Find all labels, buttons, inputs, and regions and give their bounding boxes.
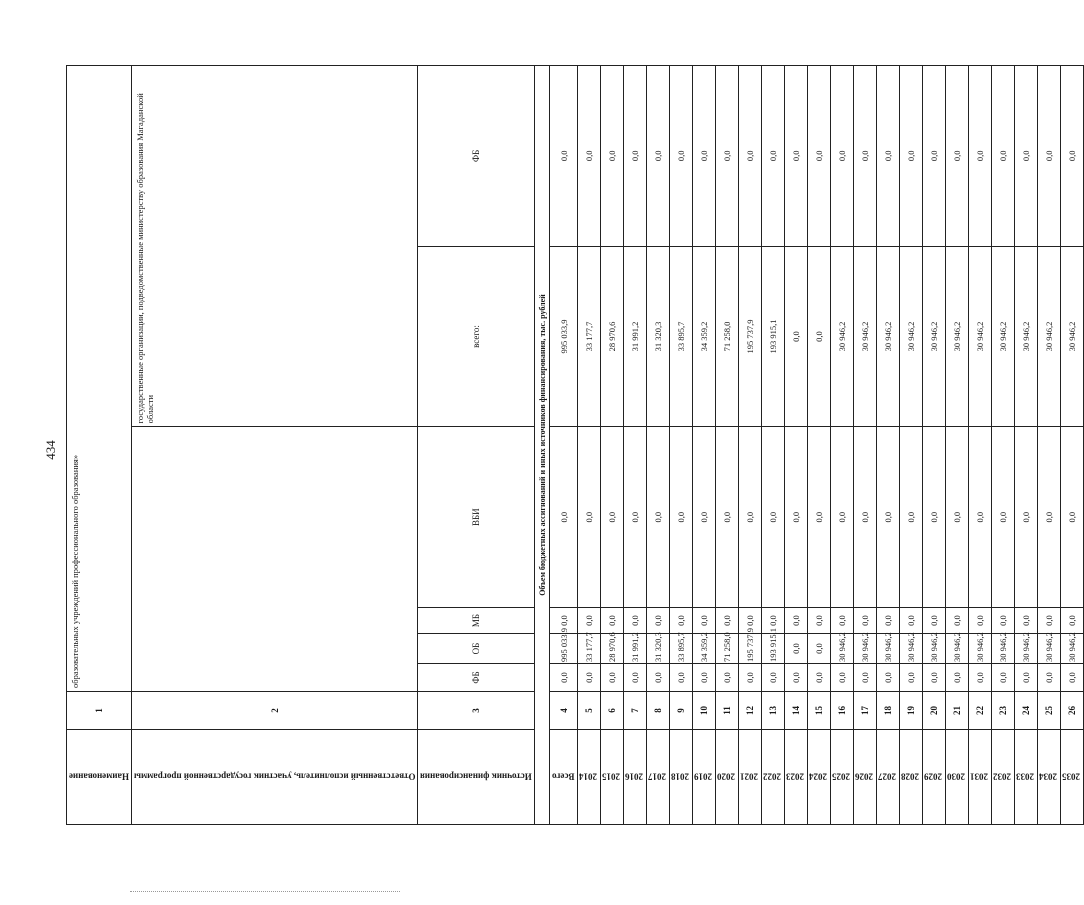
value-cell: 0,0 <box>738 608 761 634</box>
total-cell: 995 033,9 <box>550 634 577 664</box>
value-cell: 0,0 <box>738 427 761 608</box>
source-cell: ФБ <box>418 66 535 247</box>
value-cell: 71 258,0 <box>715 246 738 427</box>
value-cell: 30 946,2 <box>853 634 876 664</box>
table-column-11 <box>738 66 761 825</box>
value-cell: 193 915,1 <box>761 634 784 664</box>
value-cell: 30 946,2 <box>1037 634 1060 664</box>
value-cell: 0,0 <box>807 608 830 634</box>
value-cell: 0,0 <box>784 634 807 664</box>
column-header: 2035 <box>1060 730 1083 825</box>
value-cell: 0,0 <box>669 66 692 247</box>
volume-header: Объем бюджетных ассигнований и иных источников финансирования, тыс. рублей <box>535 66 550 825</box>
table-column-5 <box>600 66 623 825</box>
column-header: 2020 <box>715 730 738 825</box>
column-number: 24 <box>1014 692 1037 730</box>
value-cell: 34 359,2 <box>692 634 715 664</box>
value-cell: 0,0 <box>807 427 830 608</box>
value-cell: 0,0 <box>600 664 623 692</box>
value-cell: 0,0 <box>761 664 784 692</box>
value-cell: 71 258,0 <box>715 634 738 664</box>
value-cell: 0,0 <box>807 66 830 247</box>
column-number: 21 <box>945 692 968 730</box>
value-cell: 0,0 <box>991 664 1014 692</box>
value-cell: 0,0 <box>600 66 623 247</box>
value-cell: 0,0 <box>945 608 968 634</box>
value-cell: 0,0 <box>1060 427 1083 608</box>
value-cell: 0,0 <box>876 608 899 634</box>
value-cell: 0,0 <box>761 427 784 608</box>
value-cell: 30 946,2 <box>945 634 968 664</box>
value-cell: 0,0 <box>945 427 968 608</box>
value-cell: 33 895,7 <box>669 634 692 664</box>
value-cell: 30 946,2 <box>945 246 968 427</box>
table-column-15 <box>830 66 853 825</box>
value-cell: 0,0 <box>1037 66 1060 247</box>
value-cell: 0,0 <box>991 427 1014 608</box>
value-cell: 0,0 <box>899 608 922 634</box>
value-cell: 0,0 <box>1037 608 1060 634</box>
value-cell: 0,0 <box>922 427 945 608</box>
value-cell: 0,0 <box>968 427 991 608</box>
column-number: 12 <box>738 692 761 730</box>
value-cell: 0,0 <box>715 608 738 634</box>
column-number: 7 <box>623 692 646 730</box>
column-header: 2028 <box>899 730 922 825</box>
table-column-21 <box>968 66 991 825</box>
value-cell: 195 737,9 <box>738 634 761 664</box>
value-cell: 30 946,2 <box>853 246 876 427</box>
column-number: 20 <box>922 692 945 730</box>
column-number: 13 <box>761 692 784 730</box>
value-cell: 0,0 <box>899 664 922 692</box>
value-cell: 0,0 <box>623 608 646 634</box>
value-cell: 0,0 <box>715 66 738 247</box>
value-cell: 0,0 <box>853 608 876 634</box>
value-cell: 0,0 <box>623 664 646 692</box>
value-cell: 195 737,9 <box>738 246 761 427</box>
total-cell: 0,0 <box>550 427 577 608</box>
column-number: 22 <box>968 692 991 730</box>
column-number: 8 <box>646 692 669 730</box>
column-header: 2021 <box>738 730 761 825</box>
column-number: 5 <box>577 692 600 730</box>
column-header: 2027 <box>876 730 899 825</box>
table-column-20 <box>945 66 968 825</box>
column-number: 4 <box>550 692 577 730</box>
value-cell: 30 946,2 <box>899 634 922 664</box>
org-cell: государственные организации, подведомственные министерству образования Магаданской области <box>132 66 418 427</box>
value-cell: 34 359,2 <box>692 246 715 427</box>
table-column-3 <box>550 66 577 825</box>
total-cell: 995 033,9 <box>550 246 577 427</box>
responsible-empty <box>132 427 418 692</box>
value-cell: 0,0 <box>646 66 669 247</box>
value-cell: 30 946,2 <box>1037 246 1060 427</box>
column-header: 2023 <box>784 730 807 825</box>
total-cell: 0,0 <box>550 66 577 247</box>
table-column-1 <box>132 66 418 825</box>
value-cell: 0,0 <box>715 664 738 692</box>
value-cell: 0,0 <box>600 427 623 608</box>
value-cell: 0,0 <box>876 664 899 692</box>
column-header: Источник финансирования <box>418 730 535 825</box>
column-number: 3 <box>418 692 535 730</box>
column-header: 2030 <box>945 730 968 825</box>
volume-header-row <box>535 66 550 825</box>
column-header: 2032 <box>991 730 1014 825</box>
column-header: Наименование <box>67 730 132 825</box>
value-cell: 30 946,2 <box>830 246 853 427</box>
value-cell: 0,0 <box>876 66 899 247</box>
table-column-2 <box>418 66 535 825</box>
value-cell: 0,0 <box>1060 664 1083 692</box>
source-cell: всего: <box>418 246 535 427</box>
value-cell: 28 970,6 <box>600 634 623 664</box>
value-cell: 0,0 <box>692 664 715 692</box>
value-cell: 0,0 <box>577 664 600 692</box>
column-number: 23 <box>991 692 1014 730</box>
value-cell: 0,0 <box>692 427 715 608</box>
value-cell: 0,0 <box>623 427 646 608</box>
value-cell: 0,0 <box>784 246 807 427</box>
column-header: 2022 <box>761 730 784 825</box>
table-column-14 <box>807 66 830 825</box>
value-cell: 33 895,7 <box>669 246 692 427</box>
value-cell: 0,0 <box>784 66 807 247</box>
column-header: 2015 <box>600 730 623 825</box>
value-cell: 0,0 <box>1060 608 1083 634</box>
value-cell: 30 946,2 <box>876 246 899 427</box>
table-column-17 <box>876 66 899 825</box>
value-cell: 0,0 <box>968 608 991 634</box>
column-number: 15 <box>807 692 830 730</box>
table-column-6 <box>623 66 646 825</box>
value-cell: 0,0 <box>807 664 830 692</box>
column-number: 25 <box>1037 692 1060 730</box>
value-cell: 0,0 <box>807 634 830 664</box>
value-cell: 0,0 <box>715 427 738 608</box>
column-number: 26 <box>1060 692 1083 730</box>
value-cell: 0,0 <box>669 664 692 692</box>
column-number: 1 <box>67 692 132 730</box>
value-cell: 31 991,2 <box>623 246 646 427</box>
column-number: 2 <box>132 692 418 730</box>
source-cell: ФБ <box>418 664 535 692</box>
column-number: 17 <box>853 692 876 730</box>
value-cell: 30 946,2 <box>1014 634 1037 664</box>
table-column-24 <box>1037 66 1060 825</box>
value-cell: 0,0 <box>784 427 807 608</box>
value-cell: 0,0 <box>922 664 945 692</box>
value-cell: 0,0 <box>945 66 968 247</box>
column-number: 10 <box>692 692 715 730</box>
value-cell: 0,0 <box>968 66 991 247</box>
column-header: 2031 <box>968 730 991 825</box>
value-cell: 0,0 <box>692 608 715 634</box>
value-cell: 0,0 <box>922 608 945 634</box>
source-cell: МБ <box>418 608 535 634</box>
value-cell: 0,0 <box>1014 427 1037 608</box>
value-cell: 0,0 <box>899 427 922 608</box>
table-column-12 <box>761 66 784 825</box>
name-cell: образовательных учреждений профессионального образования» <box>67 66 132 692</box>
value-cell: 0,0 <box>807 246 830 427</box>
value-cell: 0,0 <box>853 66 876 247</box>
value-cell: 30 946,2 <box>830 634 853 664</box>
total-cell: 0,0 <box>550 608 577 634</box>
value-cell: 30 946,2 <box>876 634 899 664</box>
value-cell: 30 946,2 <box>1014 246 1037 427</box>
source-cell: ВБИ <box>418 427 535 608</box>
value-cell: 0,0 <box>968 664 991 692</box>
value-cell: 0,0 <box>623 66 646 247</box>
column-header: 2014 <box>577 730 600 825</box>
value-cell: 0,0 <box>646 608 669 634</box>
value-cell: 0,0 <box>577 66 600 247</box>
value-cell: 193 915,1 <box>761 246 784 427</box>
value-cell: 0,0 <box>945 664 968 692</box>
value-cell: 30 946,2 <box>1060 246 1083 427</box>
column-header: 2029 <box>922 730 945 825</box>
column-header: 2016 <box>623 730 646 825</box>
column-header: 2034 <box>1037 730 1060 825</box>
value-cell: 0,0 <box>738 66 761 247</box>
value-cell: 0,0 <box>577 427 600 608</box>
value-cell: 0,0 <box>991 608 1014 634</box>
value-cell: 0,0 <box>830 427 853 608</box>
value-cell: 0,0 <box>784 608 807 634</box>
table-column-22 <box>991 66 1014 825</box>
value-cell: 0,0 <box>1014 66 1037 247</box>
value-cell: 0,0 <box>830 66 853 247</box>
table-column-23 <box>1014 66 1037 825</box>
page-number: 434 <box>43 440 58 460</box>
table-column-18 <box>899 66 922 825</box>
value-cell: 0,0 <box>853 664 876 692</box>
table-column-13 <box>784 66 807 825</box>
value-cell: 0,0 <box>830 664 853 692</box>
column-header: 2025 <box>830 730 853 825</box>
table-column-9 <box>692 66 715 825</box>
value-cell: 30 946,2 <box>899 246 922 427</box>
value-cell: 0,0 <box>1037 664 1060 692</box>
budget-table <box>66 65 1084 825</box>
table-column-0 <box>67 66 132 825</box>
value-cell: 0,0 <box>761 608 784 634</box>
column-number: 6 <box>600 692 623 730</box>
value-cell: 0,0 <box>853 427 876 608</box>
source-cell: ОБ <box>418 634 535 664</box>
column-number: 18 <box>876 692 899 730</box>
value-cell: 0,0 <box>738 664 761 692</box>
column-number: 11 <box>715 692 738 730</box>
footer-divider <box>130 891 400 892</box>
value-cell: 0,0 <box>922 66 945 247</box>
value-cell: 30 946,2 <box>1060 634 1083 664</box>
table-column-19 <box>922 66 945 825</box>
table-column-25 <box>1060 66 1083 825</box>
column-header: 2033 <box>1014 730 1037 825</box>
column-number: 14 <box>784 692 807 730</box>
value-cell: 0,0 <box>646 664 669 692</box>
column-header: 2018 <box>669 730 692 825</box>
value-cell: 30 946,2 <box>968 246 991 427</box>
column-header: 2026 <box>853 730 876 825</box>
column-header: Ответственный исполнитель, участник государственной программы <box>132 730 418 825</box>
value-cell: 30 946,2 <box>922 246 945 427</box>
value-cell: 0,0 <box>1014 608 1037 634</box>
value-cell: 30 946,2 <box>991 634 1014 664</box>
value-cell: 0,0 <box>1037 427 1060 608</box>
table-column-7 <box>646 66 669 825</box>
value-cell: 0,0 <box>1014 664 1037 692</box>
value-cell: 30 946,2 <box>922 634 945 664</box>
value-cell: 0,0 <box>761 66 784 247</box>
column-header: 2024 <box>807 730 830 825</box>
column-number: 9 <box>669 692 692 730</box>
value-cell: 0,0 <box>646 427 669 608</box>
column-number: 19 <box>899 692 922 730</box>
table-column-10 <box>715 66 738 825</box>
value-cell: 0,0 <box>991 66 1014 247</box>
value-cell: 0,0 <box>600 608 623 634</box>
value-cell: 0,0 <box>830 608 853 634</box>
value-cell: 0,0 <box>669 427 692 608</box>
table-column-8 <box>669 66 692 825</box>
budget-table-rotated <box>66 65 1081 825</box>
value-cell: 0,0 <box>1060 66 1083 247</box>
value-cell: 30 946,2 <box>968 634 991 664</box>
column-header: Всего <box>550 730 577 825</box>
value-cell: 31 991,2 <box>623 634 646 664</box>
total-cell: 0,0 <box>550 664 577 692</box>
value-cell: 0,0 <box>784 664 807 692</box>
column-header: 2019 <box>692 730 715 825</box>
column-header: 2017 <box>646 730 669 825</box>
value-cell: 31 320,3 <box>646 246 669 427</box>
value-cell: 30 946,2 <box>991 246 1014 427</box>
value-cell: 0,0 <box>577 608 600 634</box>
value-cell: 31 320,3 <box>646 634 669 664</box>
value-cell: 28 970,6 <box>600 246 623 427</box>
value-cell: 33 177,7 <box>577 246 600 427</box>
value-cell: 33 177,7 <box>577 634 600 664</box>
table-column-16 <box>853 66 876 825</box>
table-column-4 <box>577 66 600 825</box>
value-cell: 0,0 <box>899 66 922 247</box>
column-number: 16 <box>830 692 853 730</box>
value-cell: 0,0 <box>669 608 692 634</box>
value-cell: 0,0 <box>876 427 899 608</box>
value-cell: 0,0 <box>692 66 715 247</box>
